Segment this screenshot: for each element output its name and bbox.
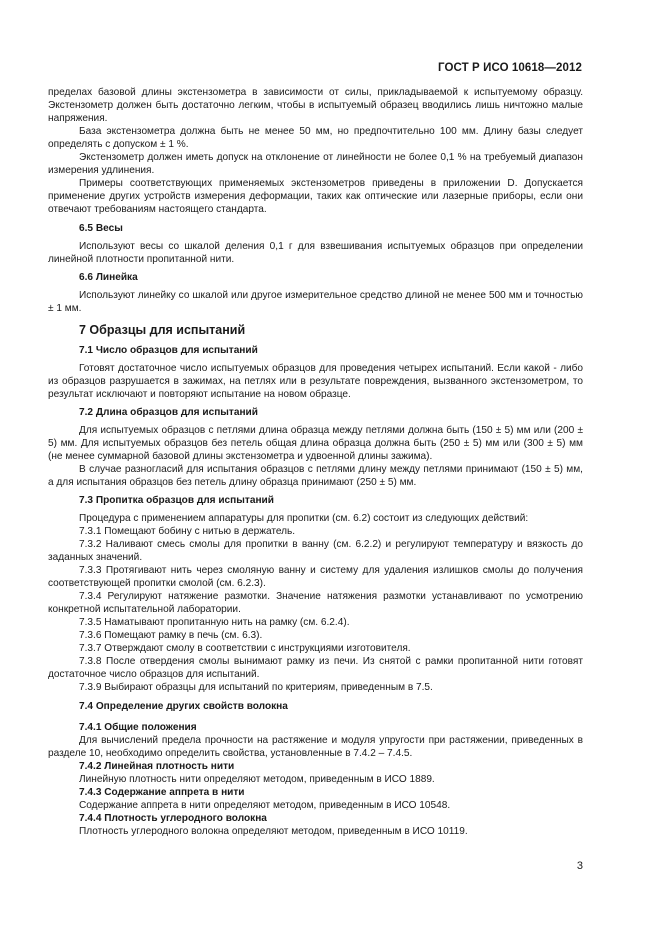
section-heading-7-4-3: 7.4.3 Содержание аппрета в нити — [79, 787, 245, 798]
paragraph: Линейную плотность нити определяют методом, приведенным в ИСО 1889. — [79, 774, 435, 785]
list-item: 7.3.6 Помещают рамку в печь (см. 6.3). — [79, 630, 263, 641]
section-heading-7-4-4: 7.4.4 Плотность углеродного волокна — [79, 813, 267, 824]
paragraph: Для испытуемых образцов с петлями длина образца между петлями должна быть (150 ± 5) мм или (200 ± 5) мм. Для испытуемых образцов без петель общая длина образца должна быть (250 ± 5) мм или (300 ± 5) мм (не менее суммарной базовой длины экстензометра и удвоенной длины зажима). — [48, 425, 583, 462]
paragraph: Плотность углеродного волокна определяют методом, приведенным в ИСО 10119. — [79, 826, 468, 837]
section-heading-7-4-2: 7.4.2 Линейная плотность нити — [79, 761, 235, 772]
document-header: ГОСТ Р ИСО 10618—2012 — [437, 62, 582, 74]
list-item: 7.3.5 Наматывают пропитанную нить на рамку (см. 6.2.4). — [79, 617, 350, 628]
list-item: 7.3.3 Протягивают нить через смоляную ванну и систему для удаления излишков смолы до получения соответствующей пропитки смолой (см. 6.2.3). — [48, 565, 583, 589]
paragraph: В случае разногласий для испытания образцов с петлями длину между петлями принимают (150 ± 5) мм, а для испытания образцов без петель длину образца принимают (250 ± 5) мм. — [48, 464, 583, 488]
section-heading-7-3: 7.3 Пропитка образцов для испытаний — [79, 495, 274, 506]
page-number: 3 — [576, 860, 583, 872]
paragraph: Содержание аппрета в нити определяют методом, приведенным в ИСО 10548. — [79, 800, 451, 811]
list-item: 7.3.7 Отверждают смолу в соответствии с инструкциями изготовителя. — [79, 643, 411, 654]
section-heading-7-4: 7.4 Определение других свойств волокна — [79, 701, 288, 712]
paragraph: Примеры соответствующих применяемых экстензометров приведены в приложении D. Допускается применение других устройств измерения деформации, таких как оптические или лазерные приборы, если они отвечают требованиям настоящего стандарта. — [48, 178, 583, 215]
list-item: 7.3.8 После отвердения смолы вынимают рамку из печи. Из снятой с рамки пропитанной нити готовят достаточное число образцов для испытаний. — [48, 656, 583, 680]
paragraph: пределах базовой длины экстензометра в зависимости от силы, прикладываемой к испытуемому образцу. Экстензометр должен быть достаточно легким, чтобы в испытуемый образец вводились лишь ничтожно малые напряжения. — [48, 87, 583, 124]
section-heading-6-6: 6.6 Линейка — [79, 272, 138, 283]
paragraph: Готовят достаточное число испытуемых образцов для проведения четырех испытаний. Если какой - либо из образцов разрушается в зажимах, на петлях или в результате повреждения, вызванного экстензометром, то результат исключают и повторяют испытание на новом образце. — [48, 363, 583, 400]
section-heading-7: 7 Образцы для испытаний — [79, 323, 246, 337]
list-item: 7.3.1 Помещают бобину с нитью в держатель. — [79, 526, 296, 537]
paragraph: Для вычислений предела прочности на растяжение и модуля упругости при растяжении, приведенных в разделе 10, необходимо определить свойства, установленные в 7.4.2 – 7.4.5. — [48, 735, 583, 759]
list-item: 7.3.2 Наливают смесь смолы для пропитки в ванну (см. 6.2.2) и регулируют температуру и вязкость до заданных значений. — [48, 539, 583, 563]
paragraph: Используют весы со шкалой деления 0,1 г для взвешивания испытуемых образцов при определении линейной плотности пропитанной нити. — [48, 241, 583, 265]
section-heading-6-5: 6.5 Весы — [79, 223, 123, 234]
section-heading-7-1: 7.1 Число образцов для испытаний — [79, 345, 258, 356]
section-heading-7-2: 7.2 Длина образцов для испытаний — [79, 407, 258, 418]
paragraph: База экстензометра должна быть не менее 50 мм, но предпочтительно 100 мм. Длину базы следует определять с допуском ± 1 %. — [48, 126, 583, 150]
section-heading-7-4-1: 7.4.1 Общие положения — [79, 722, 197, 733]
paragraph: Экстензометр должен иметь допуск на отклонение от линейности не более 0,1 % на требуемый диапазон измерения удлинения. — [48, 152, 583, 176]
paragraph: Процедура с применением аппаратуры для пропитки (см. 6.2) состоит из следующих действий: — [79, 513, 529, 524]
document-body — [48, 86, 583, 838]
paragraph: Используют линейку со шкалой или другое измерительное средство длиной не менее 500 мм и точностью ± 1 мм. — [48, 290, 583, 314]
list-item: 7.3.9 Выбирают образцы для испытаний по критериям, приведенным в 7.5. — [79, 682, 433, 693]
list-item: 7.3.4 Регулируют натяжение размотки. Значение натяжения размотки устанавливают по усмотрению конкретной испытательной лаборатории. — [48, 591, 583, 615]
